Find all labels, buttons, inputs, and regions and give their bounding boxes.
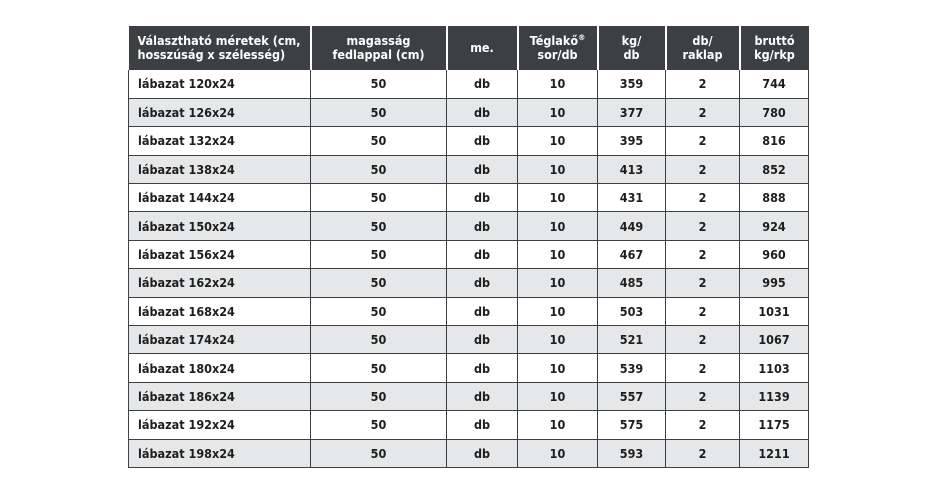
cell-height: 50 [311, 382, 447, 410]
header-size-line2: hosszúság x szélesség) [137, 47, 286, 62]
header-height-line2: fedlappal (cm) [332, 47, 425, 62]
header-height-line1: magasság [346, 33, 411, 48]
cell-brick-rows: 10 [518, 382, 598, 410]
cell-pieces-per-pallet: 2 [666, 411, 740, 439]
header-gross [740, 26, 809, 70]
cell-pieces-per-pallet: 2 [666, 382, 740, 410]
cell-pieces-per-pallet: 2 [666, 269, 740, 297]
cell-kg-per-piece: 557 [598, 382, 666, 410]
cell-pieces-per-pallet: 2 [666, 326, 740, 354]
cell-height: 50 [311, 184, 447, 212]
cell-height: 50 [311, 439, 447, 467]
cell-gross-kg: 960 [740, 240, 809, 268]
header-row [129, 26, 809, 70]
cell-brick-rows: 10 [518, 127, 598, 155]
table-row [129, 354, 809, 382]
cell-unit: db [447, 382, 518, 410]
cell-height: 50 [311, 326, 447, 354]
cell-height: 50 [311, 354, 447, 382]
cell-unit: db [447, 354, 518, 382]
table-row [129, 269, 809, 297]
cell-kg-per-piece: 395 [598, 127, 666, 155]
cell-unit: db [447, 127, 518, 155]
header-pallet-line2: raklap [682, 47, 723, 62]
cell-pieces-per-pallet: 2 [666, 439, 740, 467]
cell-size: lábazat 138x24 [129, 155, 311, 183]
cell-pieces-per-pallet: 2 [666, 297, 740, 325]
cell-kg-per-piece: 503 [598, 297, 666, 325]
table-body [129, 70, 809, 467]
cell-kg-per-piece: 593 [598, 439, 666, 467]
cell-unit: db [447, 269, 518, 297]
cell-unit: db [447, 240, 518, 268]
cell-brick-rows: 10 [518, 354, 598, 382]
cell-size: lábazat 156x24 [129, 240, 311, 268]
header-size-line1: Választható méretek (cm, [137, 33, 301, 48]
cell-unit: db [447, 297, 518, 325]
cell-height: 50 [311, 155, 447, 183]
table-row [129, 127, 809, 155]
table-row [129, 155, 809, 183]
table-row [129, 212, 809, 240]
table-row [129, 184, 809, 212]
header-height [311, 26, 447, 70]
cell-kg-per-piece: 377 [598, 98, 666, 126]
cell-size: lábazat 180x24 [129, 354, 311, 382]
cell-gross-kg: 924 [740, 212, 809, 240]
cell-height: 50 [311, 269, 447, 297]
cell-kg-per-piece: 575 [598, 411, 666, 439]
cell-pieces-per-pallet: 2 [666, 184, 740, 212]
cell-unit: db [447, 98, 518, 126]
cell-brick-rows: 10 [518, 240, 598, 268]
cell-height: 50 [311, 240, 447, 268]
cell-brick-rows: 10 [518, 98, 598, 126]
header-gross-line2: kg/rkp [754, 47, 795, 62]
cell-brick-rows: 10 [518, 326, 598, 354]
header-brick-line1: Téglakő [529, 33, 579, 48]
cell-gross-kg: 888 [740, 184, 809, 212]
cell-gross-kg: 780 [740, 98, 809, 126]
header-unit-label: me. [470, 40, 494, 55]
table-container [128, 26, 808, 468]
cell-size: lábazat 144x24 [129, 184, 311, 212]
cell-unit: db [447, 184, 518, 212]
header-pallet [666, 26, 740, 70]
cell-height: 50 [311, 70, 447, 98]
cell-size: lábazat 168x24 [129, 297, 311, 325]
cell-unit: db [447, 212, 518, 240]
header-kg [598, 26, 666, 70]
cell-gross-kg: 1067 [740, 326, 809, 354]
header-size [129, 26, 311, 70]
cell-size: lábazat 132x24 [129, 127, 311, 155]
header-kg-line1: kg/ [621, 33, 642, 48]
cell-brick-rows: 10 [518, 70, 598, 98]
cell-unit: db [447, 439, 518, 467]
cell-height: 50 [311, 212, 447, 240]
cell-unit: db [447, 155, 518, 183]
cell-kg-per-piece: 413 [598, 155, 666, 183]
table-row [129, 297, 809, 325]
cell-brick-rows: 10 [518, 212, 598, 240]
table-row [129, 382, 809, 410]
cell-gross-kg: 852 [740, 155, 809, 183]
cell-gross-kg: 1211 [740, 439, 809, 467]
cell-gross-kg: 1103 [740, 354, 809, 382]
cell-height: 50 [311, 98, 447, 126]
cell-pieces-per-pallet: 2 [666, 354, 740, 382]
header-brick [518, 26, 598, 70]
cell-unit: db [447, 411, 518, 439]
table-row [129, 326, 809, 354]
cell-brick-rows: 10 [518, 269, 598, 297]
dimensions-table [128, 26, 809, 468]
table-row [129, 240, 809, 268]
cell-gross-kg: 744 [740, 70, 809, 98]
cell-size: lábazat 192x24 [129, 411, 311, 439]
header-pallet-line1: db/ [692, 33, 713, 48]
cell-gross-kg: 995 [740, 269, 809, 297]
cell-size: lábazat 150x24 [129, 212, 311, 240]
cell-gross-kg: 816 [740, 127, 809, 155]
cell-pieces-per-pallet: 2 [666, 155, 740, 183]
cell-brick-rows: 10 [518, 155, 598, 183]
cell-height: 50 [311, 297, 447, 325]
header-gross-line1: bruttó [754, 33, 795, 48]
cell-gross-kg: 1175 [740, 411, 809, 439]
header-kg-line2: db [623, 47, 640, 62]
cell-size: lábazat 198x24 [129, 439, 311, 467]
cell-brick-rows: 10 [518, 184, 598, 212]
cell-kg-per-piece: 431 [598, 184, 666, 212]
table-row [129, 98, 809, 126]
cell-size: lábazat 120x24 [129, 70, 311, 98]
cell-size: lábazat 126x24 [129, 98, 311, 126]
cell-kg-per-piece: 449 [598, 212, 666, 240]
cell-size: lábazat 162x24 [129, 269, 311, 297]
table-row [129, 411, 809, 439]
cell-pieces-per-pallet: 2 [666, 70, 740, 98]
cell-size: lábazat 186x24 [129, 382, 311, 410]
cell-pieces-per-pallet: 2 [666, 240, 740, 268]
cell-pieces-per-pallet: 2 [666, 98, 740, 126]
cell-kg-per-piece: 467 [598, 240, 666, 268]
cell-pieces-per-pallet: 2 [666, 127, 740, 155]
cell-height: 50 [311, 127, 447, 155]
cell-kg-per-piece: 485 [598, 269, 666, 297]
registered-mark: ® [578, 33, 586, 42]
cell-brick-rows: 10 [518, 411, 598, 439]
cell-pieces-per-pallet: 2 [666, 212, 740, 240]
cell-unit: db [447, 326, 518, 354]
cell-kg-per-piece: 521 [598, 326, 666, 354]
table-row [129, 70, 809, 98]
cell-kg-per-piece: 359 [598, 70, 666, 98]
cell-height: 50 [311, 411, 447, 439]
cell-gross-kg: 1031 [740, 297, 809, 325]
cell-brick-rows: 10 [518, 439, 598, 467]
header-brick-line2: sor/db [537, 47, 578, 62]
cell-gross-kg: 1139 [740, 382, 809, 410]
cell-unit: db [447, 70, 518, 98]
header-unit [447, 26, 518, 70]
table-row [129, 439, 809, 467]
cell-brick-rows: 10 [518, 297, 598, 325]
cell-kg-per-piece: 539 [598, 354, 666, 382]
cell-size: lábazat 174x24 [129, 326, 311, 354]
